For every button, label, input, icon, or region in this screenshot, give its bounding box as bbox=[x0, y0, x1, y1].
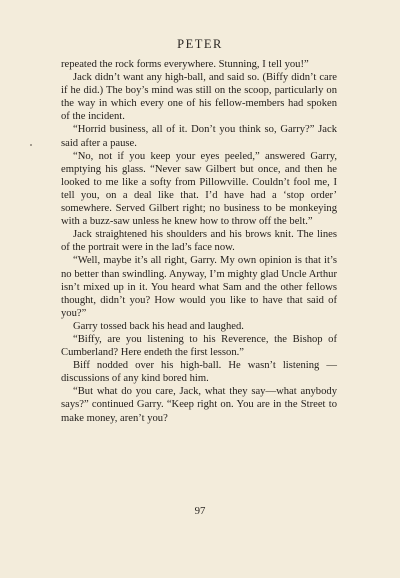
body-text bbox=[61, 58, 337, 425]
paragraph: Garry tossed back his head and laughed. bbox=[73, 320, 244, 332]
paragraph: Biff nodded over his high-ball. He wasn’t listening —discussions of any kind bored him. bbox=[61, 360, 337, 385]
paragraph: Jack didn’t want any high-ball, and said so. (Biffy didn’t care if he did.) The boy’s mind was still on the scoop, particularly on the way in which every one of his fellow-members had spoken of the incident. bbox=[61, 72, 337, 123]
paragraph: “Horrid business, all of it. Don’t you think so, Garry?” Jack said after a pause. bbox=[61, 124, 337, 149]
paragraph: “No, not if you keep your eyes peeled,” answered Garry, emptying his glass. “Never saw Gilbert but once, and then he looked to me like a softy from Pillowville. Couldn’t fool me, I tell you, on a deal like that. I’d have had a ‘stop order’ somewhere. Served Gilbert right; no business to be monkeying with a buzz-saw unless he knew how to throw off the belt.” bbox=[61, 150, 337, 228]
paragraph: repeated the rock forms everywhere. Stunning, I tell you!” bbox=[61, 59, 309, 70]
running-head: PETER bbox=[177, 37, 223, 51]
paper-speck bbox=[30, 144, 32, 146]
page-number: 97 bbox=[194, 505, 206, 517]
paragraph: “Biffy, are you listening to his Reverence, the Bishop of Cumberland? Here endeth the first lesson.” bbox=[61, 333, 337, 359]
paragraph: “But what do you care, Jack, what they say—what anybody says?” continued Garry. “Keep right on. You are in the Street to make money, aren’t you? bbox=[61, 386, 337, 424]
paragraph: Jack straightened his shoulders and his brows knit. The lines of the portrait were in the lad’s face now. bbox=[61, 229, 337, 254]
paragraph: “Well, maybe it’s all right, Garry. My own opinion is that it’s no better than swindling. Anyway, I’m mighty glad Uncle Arthur isn’t mixed up in it. You heard what Sam and the other fellows thought, didn’t you? How would you like to have that said of you?” bbox=[61, 255, 337, 319]
